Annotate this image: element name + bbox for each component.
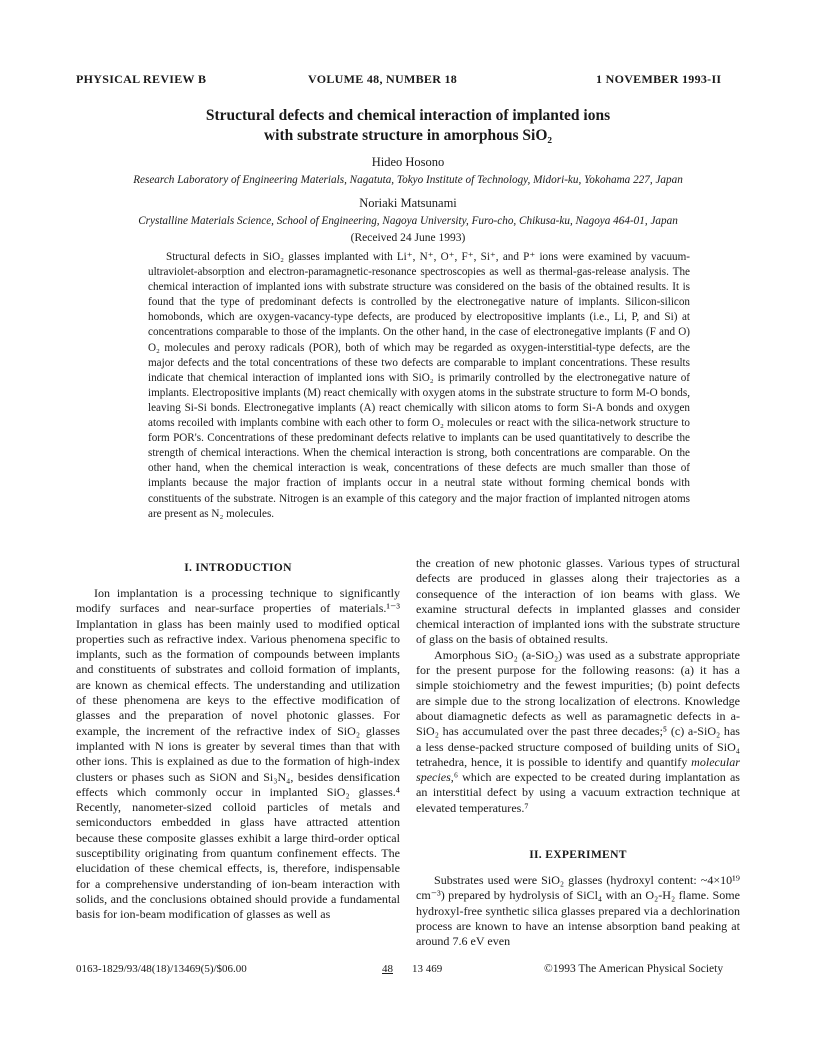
paragraph: Ion implantation is a processing technique to significantly modify surfaces and near-surface properties of materials.¹⁻³ Implantation in glass has been mainly used to modified optical properties such as refractive index. Various phenomena specific to implants, such as the formation of compounds between implants and constituents of substrates and colloid formation of implants, are known as chemical effects. The understanding and utilization of these phenomena are keys to the effective modification of glasses and the preparation of novel photonic glasses. For example, the increment of the refractive index of SiO₂ glasses implanted with N ions is greater by several times than that with other ions. This is explained as due to the formation of high-index clusters or phases such as SiON and Si₃N₄, besides densification effects which commonly occur in implanted SiO₂ glasses.⁴ Recently, nanometer-sized colloid particles of metals and semiconductors embedded in glass have attracted attention because these composite glasses exhibit a large third-order optical susceptibility originating from quantum confinement effects. The elucidation of these chemical effects, is, therefore, indispensable for a comprehensive understanding of ion-beam interaction with solids, and the conclusions obtained should provide a fundamental basis for ion-beam modification of glasses as well as (76, 586, 400, 922)
title-line-1: Structural defects and chemical interaction of implanted ions (205, 107, 611, 124)
author-name: Hideo Hosono (371, 155, 445, 169)
body-column-right (416, 556, 740, 816)
section-heading: I. INTRODUCTION (184, 561, 292, 574)
paragraph-text: ⁶ which are expected to be created during implantation as an interstitial defect by using a vacuum extraction technique at elevated temperatures.⁷ (416, 770, 740, 815)
footer-volume: 48 (382, 963, 393, 975)
issue-date: 1 NOVEMBER 1993-II (596, 72, 722, 86)
paragraph (416, 648, 740, 816)
received-date: (Received 24 June 1993) (350, 232, 466, 244)
author-affiliation: Crystalline Materials Science, School of Engineering, Nagoya University, Furo-cho, Chikusa-ku, Nagoya 464-01, Japan (138, 215, 678, 227)
paragraph: Substrates used were SiO₂ glasses (hydroxyl content: ~4×10¹⁹ cm⁻³) prepared by hydrolysis of SiCl₄ with an O₂-H₂ flame. Some hydroxyl-free synthetic silica glasses prepared via a dechlorination process are known to have an intense absorption band peaking at around 7.6 eV even (416, 873, 740, 949)
section-heading: II. EXPERIMENT (529, 848, 627, 861)
author-name: Noriaki Matsunami (359, 196, 457, 210)
copyright: ©1993 The American Physical Society (544, 963, 724, 975)
paragraph: the creation of new photonic glasses. Various types of structural defects are produced in glasses along their trajectories as a consequence of the interaction of ion beams with glass. We examine structural defects in implanted glasses and consider chemical interaction of implanted ions with the substrate structure of glass on the basis of obtained results. (416, 556, 740, 647)
author-affiliation: Research Laboratory of Engineering Materials, Nagatuta, Tokyo Institute of Technology, Midori-ku, Yokohama 227, Japan (133, 174, 683, 186)
body-column-left (76, 586, 400, 923)
emphasis-text: molecular species, (416, 754, 740, 785)
abstract: Structural defects in SiO₂ glasses implanted with Li⁺, N⁺, O⁺, F⁺, Si⁺, and P⁺ ions were examined by vacuum-ultraviolet-absorption and electron-paramagnetic-resonance spectroscopies as well as thermal-gas-release analysis. The chemical interaction of implanted ions with substrate structure was considered on the basis of the obtained results. It is found that the type of predominant defects is controlled by the electronegative nature of implants. Silicon-silicon homobonds, which are oxygen-vacancy-type defects, are produced by electropositive implants (i.e., Li, P, and Si) at concentrations comparable to those of the implants. On the other hand, in the case of electronegative implants (F and O) O₂ molecules and peroxy radicals (POR), both of which may be regarded as oxygen-interstitial-type defects, are the major defects and the total concentrations of these two defects are comparable to implant concentrations. These results indicate that chemical interaction of implanted ions with SiO₂ is primarily controlled by the electronegative nature of implants. Electropositive implants (M) react chemically with oxygen atoms in the substrate structure to form M-O bonds, leaving Si-Si bonds. Electronegative implants (A) react chemically with silicon atoms to form Si-A bonds and oxygen atoms recoiled with implants combine with each other to form O₂ molecules or react with the silica-network structure to form POR's. Concentrations of these predominant defects relative to implants can be used quantitatively to describe the strength of chemical interactions. When the chemical interaction is strong, both concentrations are comparable. On the other hand, when the chemical interaction is weak, concentrations of these defects are much smaller than those of implants because the major fraction of implants occur in a neutral state without forming chemical bonds with constituents of the substrate. Nitrogen is an example of this category and the major fraction of implanted nitrogen atoms are present as N₂ molecules. (148, 251, 690, 520)
article-code: 0163-1829/93/48(18)/13469(5)/$06.00 (76, 963, 247, 975)
volume-number: VOLUME 48, NUMBER 18 (308, 72, 458, 86)
journal-name: PHYSICAL REVIEW B (76, 72, 207, 86)
paragraph-text: Amorphous SiO₂ (a-SiO₂) was used as a substrate appropriate for the present purpose for the following reasons: (a) it has a simple stoichiometry and the fewest impurities; (b) point defects are simple due to the strong localization of electrons. Knowledge about diamagnetic defects as well as paramagnetic defects in a-SiO₂ has accumulated over the past three decades;⁵ (c) a-SiO₂ has a less dense-packed structure composed of building units of SiO₄ tetrahedra, hence, it is possible to identify and quantify (416, 647, 740, 769)
page-number: 13 469 (412, 963, 443, 975)
paper-title (0, 106, 816, 146)
title-line-2: with substrate structure in amorphous SiO₂ (263, 127, 553, 144)
body-column-right-2 (416, 873, 740, 949)
